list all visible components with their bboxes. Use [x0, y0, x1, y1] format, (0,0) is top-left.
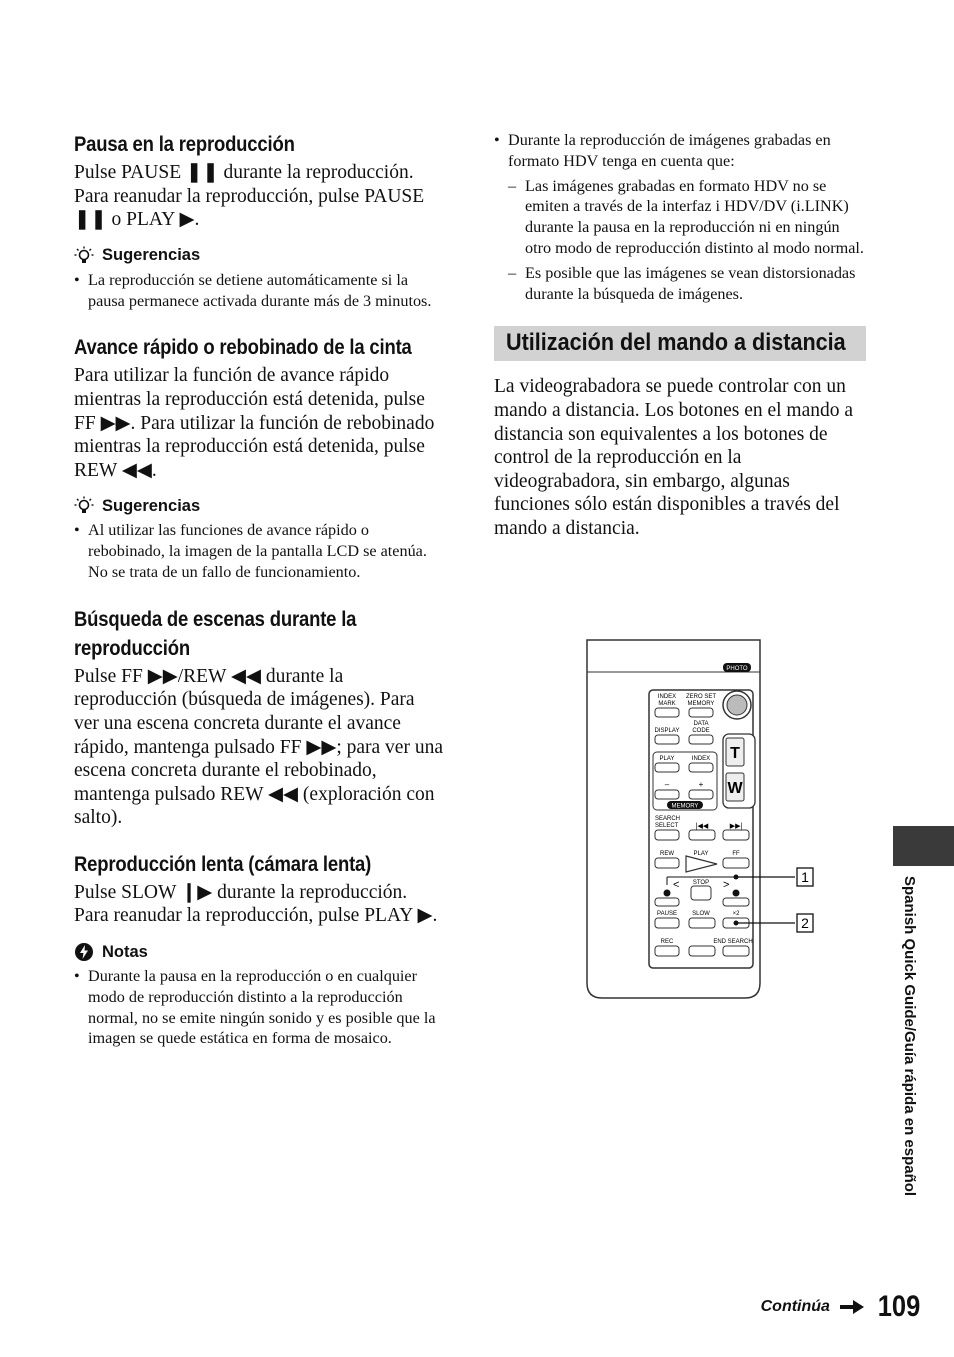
warning-icon	[74, 942, 94, 962]
notes-label: Notas	[102, 942, 148, 961]
index-label: INDEX	[691, 756, 711, 762]
hdv-notes-list	[494, 130, 866, 172]
rew-label: REW	[660, 851, 674, 857]
hdv-dash-list	[494, 176, 866, 305]
stop-label: STOP	[692, 880, 710, 886]
minus-label: –	[664, 780, 670, 789]
lightbulb-icon	[74, 496, 94, 516]
tips-list-2	[74, 520, 444, 582]
svg-text:▶▶|: ▶▶|	[729, 823, 743, 830]
tips-heading-2	[74, 496, 444, 516]
paragraph-pausa: Pulse PAUSE ❚❚ durante la reproducción. Para reanudar la reproducción, pulse PAUSE ❚❚ o PLAY ▶.	[74, 162, 425, 231]
continue-label: Continúa	[760, 1298, 830, 1315]
photo-label: PHOTO	[726, 666, 748, 672]
left-column	[74, 130, 444, 1049]
svg-text:<: <	[673, 879, 680, 891]
svg-text:|◀◀: |◀◀	[695, 823, 709, 830]
sidebar-text: Spanish Quick Guide/Guía rápida en español	[901, 876, 918, 1197]
callout-1: 1	[801, 869, 809, 885]
footer	[761, 1290, 924, 1324]
play-label-top: PLAY	[659, 756, 675, 762]
slow-label: SLOW	[692, 911, 710, 917]
sidebar-label	[895, 876, 925, 1256]
paragraph-avance: Para utilizar la función de avance rápido mientras la reproducción está detenida, pulse FF ▶▶. Para utilizar la función de rebobinado mientras la reproducción está detenida, pulse REW ◀◀.	[74, 365, 435, 481]
section-title: Utilización del mando a distancia	[506, 329, 846, 357]
callout-2: 2	[801, 915, 809, 931]
list-item: – Las imágenes grabadas en formato HDV no se emiten a través de la interfaz i HDV/DV (i.LINK) durante la pausa en la reproducción ni en ningún otro modo de reproducción distinto al modo normal.	[494, 176, 866, 259]
rec-label: REC	[660, 939, 674, 945]
notes-heading	[74, 942, 444, 962]
remote-control-illustration	[585, 638, 885, 1010]
ff-label: FF	[732, 851, 740, 857]
memory-label: MEMORY	[671, 803, 699, 810]
zero-set-label-2: MEMORY	[687, 701, 715, 707]
data-code-label-2: CODE	[692, 728, 710, 734]
paragraph-busqueda: Pulse FF ▶▶/REW ◀◀ durante la reproducción (búsqueda de imágenes). Para ver una escena concreta durante el avance rápido, mantenga pulsado FF ▶▶; para ver una escena concreta durante el rebobinado, mantenga pulsado REW ◀◀ (exploración con salto).	[74, 665, 443, 829]
tips-label-1: Sugerencias	[102, 246, 201, 265]
zoom-t-label: T	[730, 745, 740, 762]
x2-label: ×2	[732, 911, 740, 917]
notes-list	[74, 966, 444, 1049]
pause-label: PAUSE	[657, 911, 677, 917]
right-column	[494, 130, 866, 541]
index-mark-label-2: MARK	[658, 701, 676, 707]
plus-label: +	[698, 780, 704, 789]
search-label: SEARCH	[655, 816, 681, 822]
heading-lenta: Reproducción lenta (cámara lenta)	[74, 852, 372, 876]
select-label: SELECT	[655, 823, 679, 829]
zero-set-label: ZERO SET	[685, 694, 717, 700]
heading-pausa: Pausa en la reproducción	[74, 133, 295, 156]
page-number: 109	[877, 1290, 921, 1323]
sidebar-tab	[893, 826, 954, 866]
svg-text:>: >	[723, 879, 730, 891]
section-header	[494, 326, 866, 361]
list-item: • La reproducción se detiene automáticamente si la pausa permanece activada durante más de 3 minutos.	[74, 270, 444, 312]
heading-busqueda: Búsqueda de escenas durante la reproducción	[74, 607, 357, 660]
list-item: • Durante la reproducción de imágenes grabadas en formato HDV tenga en cuenta que:	[494, 130, 866, 172]
paragraph-mando: La videograbadora se puede controlar con un mando a distancia. Los botones en el mando a distancia son equivalentes a los botones de control de la reproducción en la videograbadora, sin embargo, algunas funciones sólo están disponibles a través del mando a distancia.	[494, 376, 854, 539]
display-label: DISPLAY	[654, 728, 680, 734]
paragraph-lenta: Pulse SLOW ❙▶ durante la reproducción. Para reanudar la reproducción, pulse PLAY ▶.	[74, 881, 438, 927]
lightbulb-icon	[74, 246, 94, 266]
tips-heading-1	[74, 246, 444, 266]
tips-label-2: Sugerencias	[102, 496, 201, 515]
list-item: • Al utilizar las funciones de avance rápido o rebobinado, la imagen de la pantalla LCD se atenúa. No se trata de un fallo de funcionamiento.	[74, 520, 444, 582]
tips-list-1	[74, 270, 444, 312]
arrow-right-icon	[840, 1300, 864, 1314]
end-search-label: END SEARCH	[713, 939, 753, 945]
play-label: PLAY	[693, 851, 709, 857]
index-mark-label: INDEX	[657, 694, 677, 700]
zoom-w-label: W	[727, 780, 743, 797]
list-item: • Durante la pausa en la reproducción o en cualquier modo de reproducción distinto a la reproducción normal, no se emite ningún sonido y es posible que la imagen se quede estática en forma de mosaico.	[74, 966, 444, 1049]
data-code-label: DATA	[693, 721, 709, 727]
list-item: – Es posible que las imágenes se vean distorsionadas durante la búsqueda de imágenes.	[494, 263, 866, 305]
heading-avance: Avance rápido o rebobinado de la cinta	[74, 336, 412, 360]
